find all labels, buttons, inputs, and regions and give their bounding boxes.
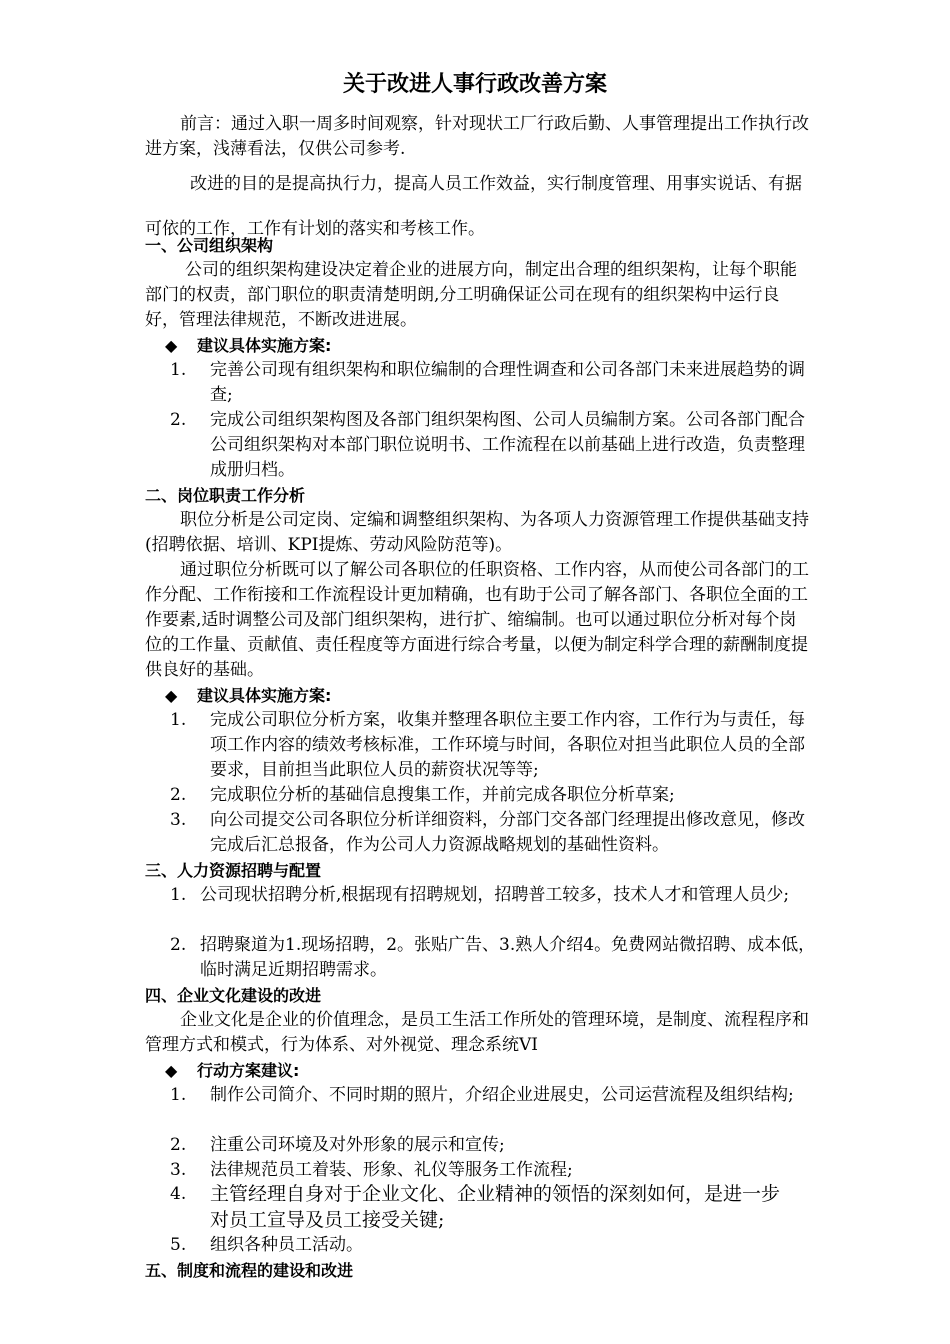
section-1-heading: 一、公司组织架构: [145, 236, 274, 255]
list-number: 1.: [170, 885, 187, 905]
list-text: 完成公司职位分析方案，收集并整理各职位主要工作内容，工作行为与责任，每项工作内容的绩效考核标准，工作环境与时间，各职位对担当此职位人员的全部要求，目前担当此职位人员的薪资状况等等;: [210, 710, 805, 780]
list-text: 向公司提交公司各职位分析详细资料，分部门交各部门经理提出修改意见，修改完成后汇总报备，作为公司人力资源战略规划的基础性资料。: [210, 810, 805, 855]
diamond-bullet-icon: ◆: [165, 336, 178, 355]
list-text: 制作公司简介、不同时期的照片，介绍企业进展史，公司运营流程及组织结构;: [210, 1085, 794, 1105]
list-item: [170, 783, 805, 808]
intro-paragraph-2: 改进的目的是提高执行力，提高人员工作效益，实行制度管理、用事实说话、有据可依的工作，工作有计划的落实和考核工作。: [145, 174, 802, 239]
section-3-heading: 三、人力资源招聘与配置: [145, 861, 322, 880]
diamond-bullet-icon: ◆: [165, 1061, 178, 1080]
section-2-bullet: [165, 683, 805, 708]
section-2-paragraph-1: 职位分析是公司定岗、定编和调整组织架构、为各项人力资源管理工作提供基础支持(招聘依据、培训、KPI提炼、劳动风险防范等)。: [145, 510, 809, 555]
section-4-bullet: [165, 1058, 805, 1083]
list-text: 主管经理自身对于企业文化、企业精神的领悟的深刻如何，是进一步对员工宣导及员工接受关键;: [210, 1183, 781, 1231]
list-item: [170, 1181, 790, 1233]
bullet-label: 建议具体实施方案:: [197, 686, 332, 705]
list-item: [170, 883, 810, 908]
section-4-paragraph: 企业文化是企业的价值理念，是员工生活工作所处的管理环境，是制度、流程程序和管理方式和模式，行为体系、对外视觉、理念系统VI: [145, 1010, 809, 1055]
list-number: 3.: [170, 810, 187, 830]
list-item: [170, 1158, 805, 1183]
document-title: 关于改进人事行政改善方案: [342, 72, 607, 97]
section-4-heading: 四、企业文化建设的改进: [145, 986, 322, 1005]
section-2-paragraph-2: 通过职位分析既可以了解公司各职位的任职资格、工作内容，从而使公司各部门的工作分配、工作衔接和工作流程设计更加精确，也有助于公司了解各部门、各职位全面的工作要素,适时调整公司及部门组织架构，进行扩、缩编制。也可以通过职位分析对每个岗位的工作量、贡献值、责任程度等方面进行综合考量，以便为制定科学合理的薪酬制度提供良好的基础。: [145, 560, 809, 680]
list-number: 4.: [170, 1184, 187, 1204]
list-item: [170, 933, 820, 983]
list-text: 注重公司环境及对外形象的展示和宣传;: [210, 1135, 505, 1155]
list-item: [170, 358, 805, 408]
list-text: 法律规范员工着装、形象、礼仪等服务工作流程;: [210, 1160, 573, 1180]
list-number: 1.: [170, 360, 187, 380]
list-number: 2.: [170, 410, 187, 430]
list-number: 3.: [170, 1160, 187, 1180]
diamond-bullet-icon: ◆: [165, 686, 178, 705]
bullet-label: 建议具体实施方案:: [197, 336, 332, 355]
section-2-heading: 二、岗位职责工作分析: [145, 486, 306, 505]
list-text: 完成公司组织架构图及各部门组织架构图、公司人员编制方案。公司各部门配合公司组织架构对本部门职位说明书、工作流程在以前基础上进行改造，负责整理成册归档。: [210, 410, 805, 480]
section-1-bullet: [165, 333, 805, 358]
list-number: 1.: [170, 710, 187, 730]
bullet-label: 行动方案建议:: [197, 1061, 300, 1080]
list-item: [170, 1133, 805, 1158]
list-text: 公司现状招聘分析,根据现有招聘规划，招聘普工较多，技术人才和管理人员少;: [200, 885, 790, 905]
list-item: [170, 1233, 805, 1258]
list-number: 2.: [170, 785, 187, 805]
list-item: [170, 808, 805, 858]
list-number: 1.: [170, 1085, 187, 1105]
section-5-heading: 五、制度和流程的建设和改进: [145, 1261, 354, 1280]
list-text: 完善公司现有组织架构和职位编制的合理性调查和公司各部门未来进展趋势的调查;: [210, 360, 805, 405]
list-item: [170, 408, 805, 483]
list-number: 5.: [170, 1235, 187, 1255]
list-item: [170, 1083, 805, 1108]
intro-paragraph-1: 前言：通过入职一周多时间观察，针对现状工厂行政后勤、人事管理提出工作执行改进方案，浅薄看法，仅供公司参考.: [145, 114, 809, 159]
list-text: 招聘聚道为1.现场招聘，2。张贴广告、3.熟人介绍4。免费网站微招聘、成本低，临时满足近期招聘需求。: [200, 935, 816, 980]
list-item: [170, 708, 805, 783]
list-number: 2.: [170, 935, 187, 955]
list-text: 完成职位分析的基础信息搜集工作，并前完成各职位分析草案;: [210, 785, 675, 805]
section-1-paragraph: 公司的组织架构建设决定着企业的进展方向，制定出合理的组织架构，让每个职能部门的权责，部门职位的职责清楚明朗,分工明确保证公司在现有的组织架构中运行良好，管理法律规范，不断改进进展。: [145, 260, 797, 330]
list-text: 组织各种员工活动。: [210, 1235, 363, 1255]
list-number: 2.: [170, 1135, 187, 1155]
